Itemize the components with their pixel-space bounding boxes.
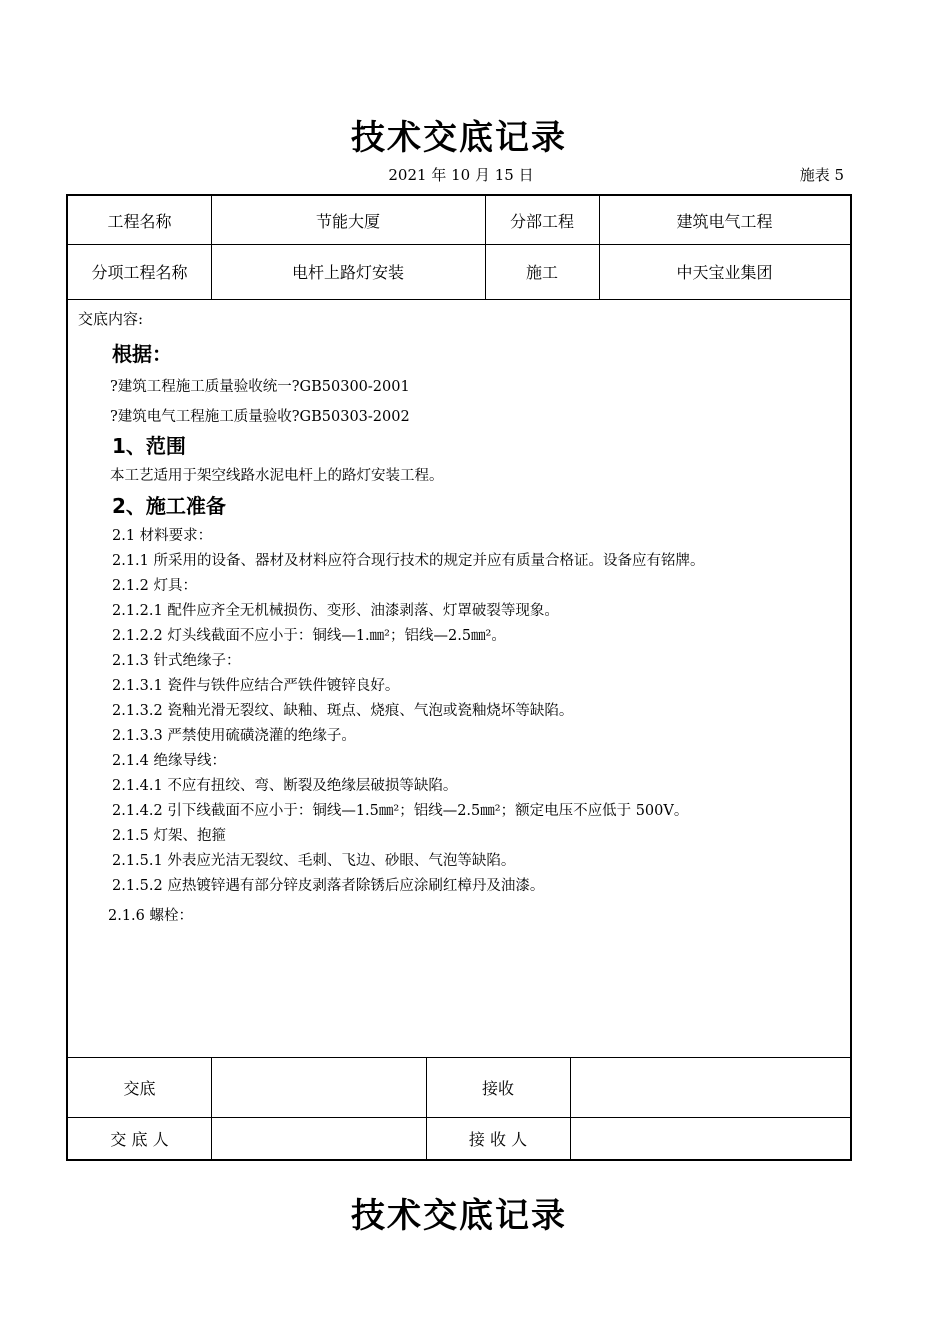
next-page-title: 技术交底记录 (351, 1196, 567, 1236)
list-item: 2.1.3 针式绝缘子： (112, 653, 241, 669)
basis-standard-2: ?建筑电气工程施工质量验收?GB50303-2002 (110, 409, 410, 425)
list-item: 2.1.3.2 瓷釉光滑无裂纹、缺釉、斑点、烧痕、气泡或瓷釉烧坏等缺陷。 (112, 703, 574, 719)
list-item: 2.1.1 所采用的设备、器材及材料应符合现行技术的规定并应有质量合格证。设备应有铭牌。 (112, 553, 705, 569)
list-item: 2.1.2.2 灯头线截面不应小于：铜线—1.㎜²；铝线—2.5㎜²。 (112, 628, 506, 644)
division-label: 分部工程 (509, 211, 574, 231)
receiver-person-label: 接 收 人 (468, 1129, 528, 1149)
list-item: 2.1.4 绝缘导线： (112, 753, 227, 769)
construction-value: 中天宝业集团 (676, 263, 773, 282)
list-item: 2.1.5 灯架、抱箍 (112, 828, 227, 844)
receive-field[interactable] (570, 1057, 850, 1117)
scope-heading: 1、范围 (112, 434, 186, 458)
list-item: 2.1.6 螺栓： (108, 908, 194, 924)
subitem-value: 电杆上路灯安装 (291, 263, 404, 282)
preparation-heading: 2、施工准备 (112, 494, 226, 518)
scope-text: 本工艺适用于架空线路水泥电杆上的路灯安装工程。 (110, 468, 444, 484)
project-name-label: 工程名称 (107, 211, 172, 231)
list-item: 2.1.3.1 瓷件与铁件应结合严铁件镀锌良好。 (112, 678, 400, 694)
document-date: 2021 年 10 月 15 日 (388, 166, 534, 184)
division-value: 建筑电气工程 (676, 211, 773, 231)
list-item: 2.1 材料要求： (112, 528, 213, 544)
row-divider (68, 299, 850, 300)
list-item: 2.1.5.2 应热镀锌遇有部分锌皮剥落者除锈后应涂刷红樟丹及油漆。 (112, 878, 545, 894)
list-item: 2.1.3.3 严禁使用硫磺浇灌的绝缘子。 (112, 728, 356, 744)
handover-person-label: 交 底 人 (110, 1129, 169, 1149)
list-item: 2.1.2 灯具： (112, 578, 198, 594)
subitem-label: 分项工程名称 (91, 263, 188, 282)
basis-standard-1: ?建筑工程施工质量验收统一?GB50300-2001 (110, 379, 410, 395)
handover-person-field[interactable] (211, 1117, 426, 1159)
handover-label: 交底 (123, 1078, 156, 1098)
project-name-value: 节能大厦 (315, 211, 380, 231)
construction-label: 施工 (525, 263, 558, 282)
receiver-person-field[interactable] (570, 1117, 850, 1159)
content-label: 交底内容: (78, 310, 144, 328)
basis-heading: 根据： (112, 342, 172, 366)
list-item: 2.1.5.1 外表应光洁无裂纹、毛刺、飞边、砂眼、气泡等缺陷。 (112, 853, 516, 869)
record-table (66, 194, 852, 1161)
list-item: 2.1.4.1 不应有扭绞、弯、断裂及绝缘层破损等缺陷。 (112, 778, 458, 794)
document-title: 技术交底记录 (351, 118, 567, 158)
list-item: 2.1.4.2 引下线截面不应小于：铜线—1.5㎜²；铝线—2.5㎜²；额定电压不应低于 500V。 (112, 803, 689, 819)
receive-label: 接收 (481, 1078, 514, 1098)
list-item: 2.1.2.1 配件应齐全无机械损伤、变形、油漆剥落、灯罩破裂等现象。 (112, 603, 559, 619)
handover-field[interactable] (211, 1057, 426, 1117)
form-number: 施表 5 (799, 166, 844, 184)
